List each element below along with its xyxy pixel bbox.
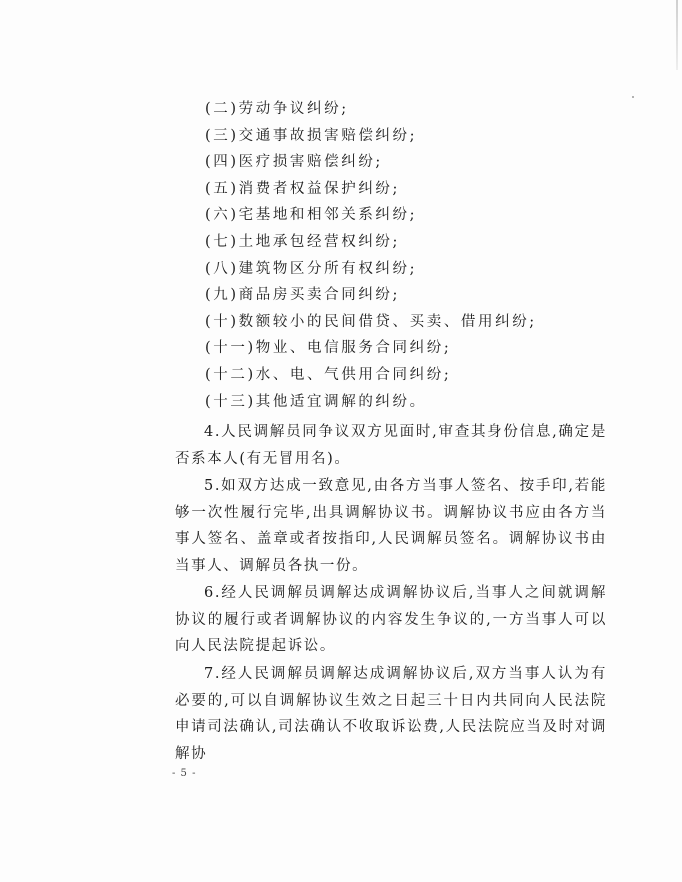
list-item: (九)商品房买卖合同纠纷; xyxy=(205,287,400,304)
list-item: (八)建筑物区分所有权纠纷; xyxy=(205,260,418,277)
list-item: (二)劳动争议纠纷; xyxy=(205,101,349,117)
list-item: (五)消费者权益保护纠纷; xyxy=(205,180,400,197)
paragraph-litigation: 6.经人民调解员调解达成调解协议后,当事人之间就调解协议的履行或者调解协议的内容发生争议的,一方当事人可以向人民法院提起诉讼。 xyxy=(175,585,607,654)
list-item: (七)土地承包经营权纠纷; xyxy=(205,233,400,250)
list-item: (十一)物业、电信服务合同纠纷; xyxy=(205,340,452,357)
list-item: (十二)水、电、气供用合同纠纷; xyxy=(205,366,452,383)
paragraph-mediation-agreement: 5.如双方达成一致意见,由各方当事人签名、按手印,若能够一次性履行完毕,出具调解协议书。调解协议书应由各方当事人签名、盖章或者按指印,人民调解员签名。调解协议书由当事人、调解员各执一份。 xyxy=(175,478,607,574)
paragraph-identity-check: 4.人民调解员同争议双方见面时,审查其身份信息,确定是否系本人(有无冒用名)。 xyxy=(175,424,607,467)
list-item: (三)交通事故损害赔偿纠纷; xyxy=(205,127,418,144)
list-item: (十)数额较小的民间借贷、买卖、借用纠纷; xyxy=(205,313,537,330)
paragraph-judicial-confirmation: 7.经人民调解员调解达成调解协议后,双方当事人认为有必要的,可以自调解协议生效之日起三十日内共同向人民法院申请司法确认,司法确认不收取诉讼费,人民法院应当及时对调解协 xyxy=(175,666,607,762)
dispute-type-list xyxy=(205,96,537,415)
list-item: (四)医疗损害赔偿纠纷; xyxy=(205,154,383,171)
list-item: (十三)其他适宜调解的纠纷。 xyxy=(205,393,427,410)
scan-edge-mark xyxy=(676,0,678,70)
list-item: (六)宅基地和相邻关系纠纷; xyxy=(205,207,418,224)
page-number: - 5 - xyxy=(172,768,197,779)
scan-dot xyxy=(632,96,634,98)
